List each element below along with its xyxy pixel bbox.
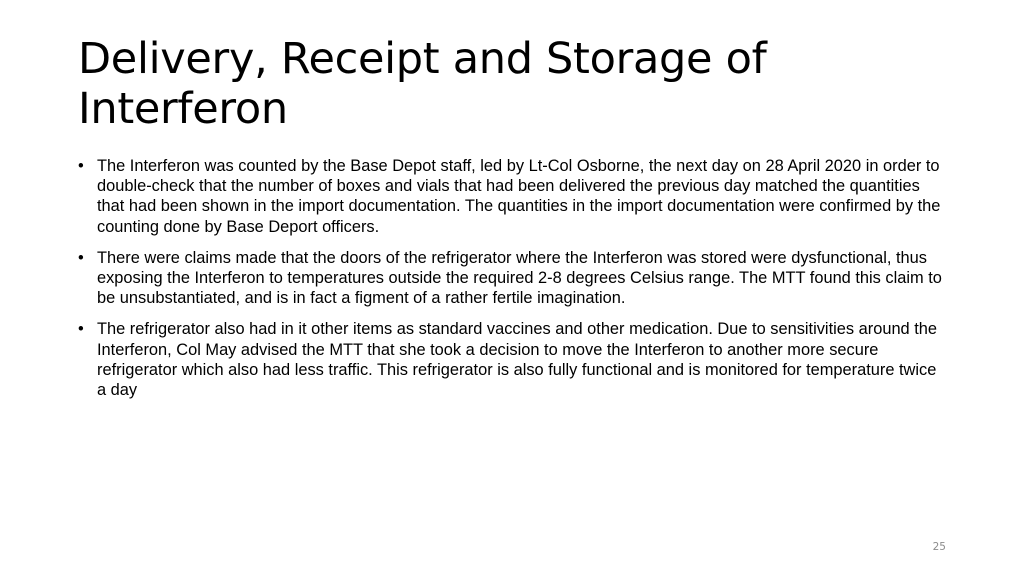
- bullet-marker: •: [78, 248, 84, 267]
- page-number: 25: [932, 541, 946, 553]
- bullet-text-2: There were claims made that the doors of the refrigerator where the Interferon was stored were dysfunctional, thus exposing the Interferon to temperatures outside the required 2-8 degrees Celsius range. The MTT found this claim to be unsubstantiated, and is in fact a figment of a rather fertile imagination.: [97, 248, 942, 308]
- bullet-text-1: The Interferon was counted by the Base Depot staff, led by Lt-Col Osborne, the next day on 28 April 2020 in order to double-check that the number of boxes and vials that had been delivered the previous day matched the quantities that had been shown in the import documentation. The quantities in the import documentation were confirmed by the counting done by Base Deport officers.: [97, 157, 941, 236]
- bullet-text-3: The refrigerator also had in it other items as standard vaccines and other medication. Due to sensitivities around the Interferon, Col May advised the MTT that she took a decision to move the Interferon to another more secure refrigerator which also had less traffic. This refrigerator is also fully functional and is monitored for temperature twice a day: [97, 320, 938, 400]
- bullet-marker: •: [78, 320, 84, 339]
- bullet-item-3: [78, 319, 948, 400]
- bullet-marker: •: [78, 157, 84, 175]
- bullet-list: [78, 156, 948, 411]
- bullet-item-2: [78, 248, 948, 309]
- bullet-item-1: [78, 156, 948, 237]
- slide-title: Delivery, Receipt and Storage of Interferon: [78, 34, 767, 134]
